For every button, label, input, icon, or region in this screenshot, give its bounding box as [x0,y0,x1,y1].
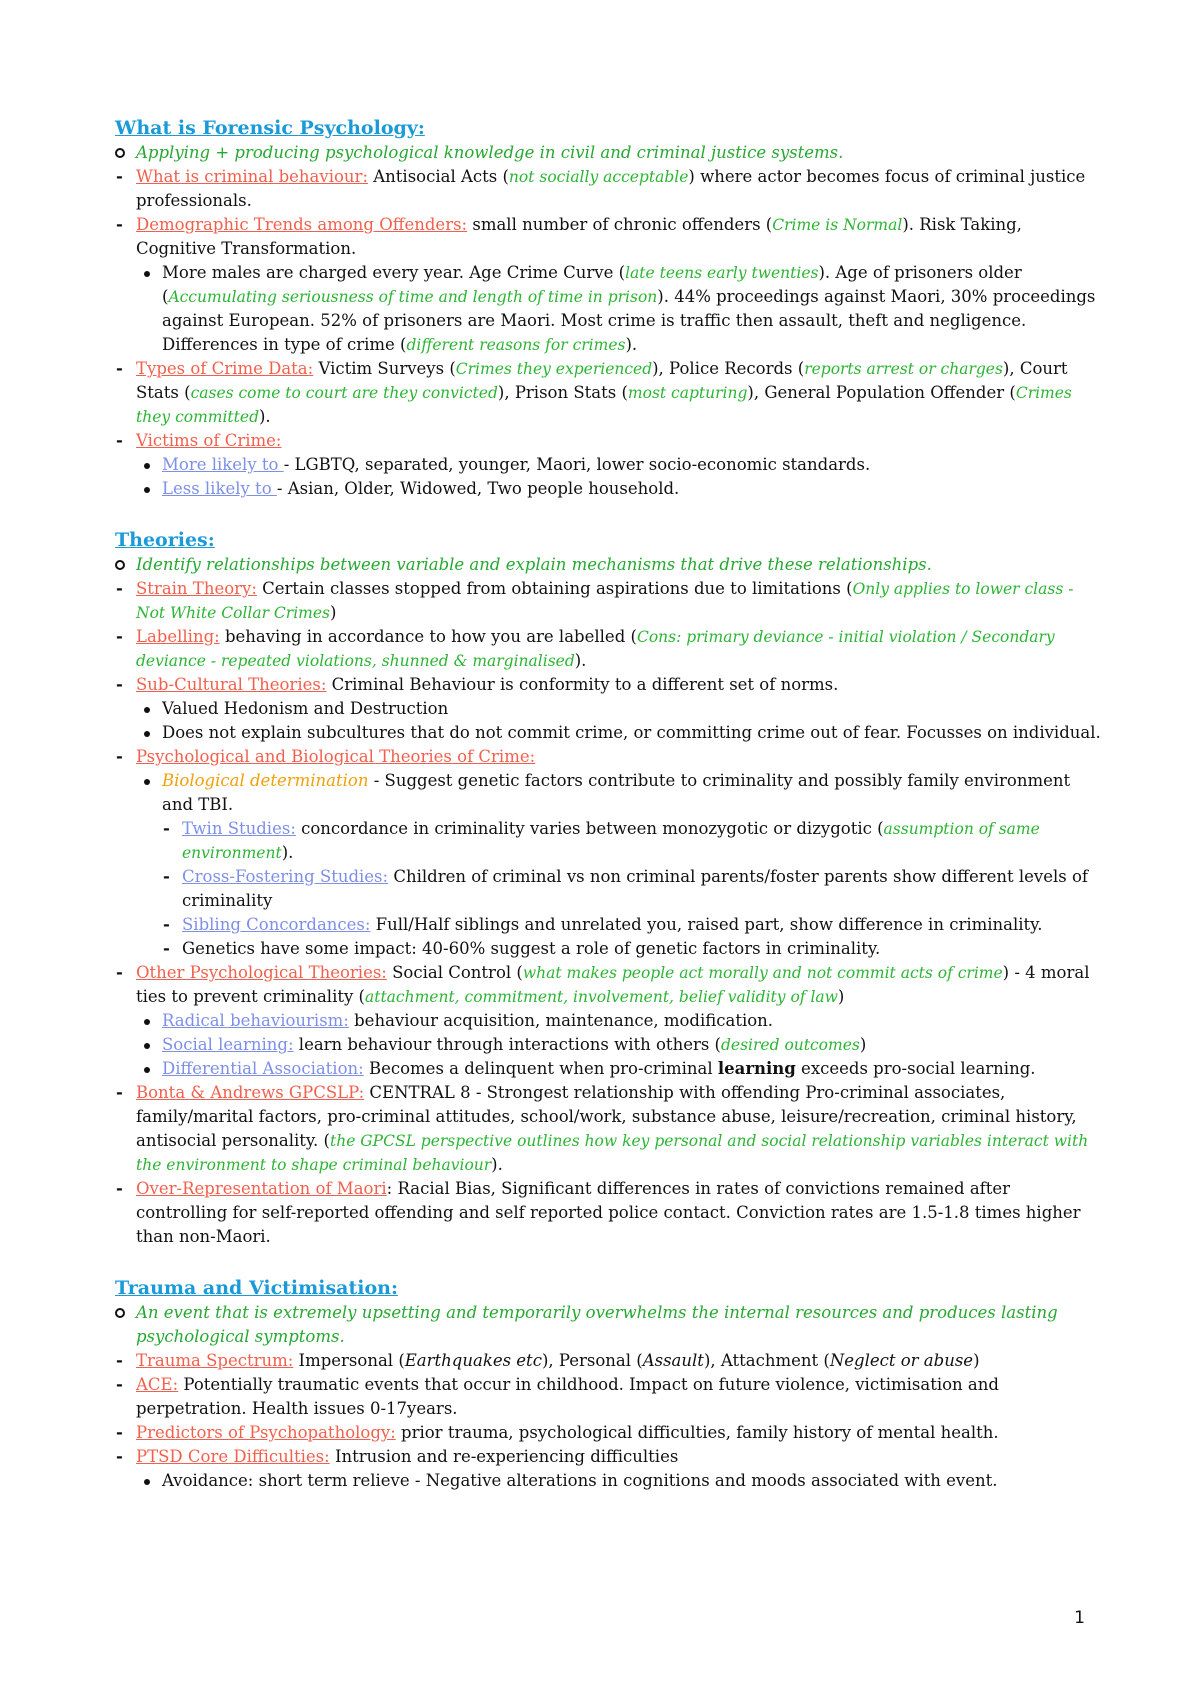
dot-bullet-icon [144,707,150,713]
dot-bullet-icon [144,731,150,737]
dash-bullet-icon: - [116,675,123,694]
dot-bullet-icon [144,1019,150,1025]
list-item: - Sub-Cultural Theories: Criminal Behaviour is conformity to a different set of norms. [115,673,1105,697]
ring-bullet-icon [115,560,125,570]
list-item: - Labelling: behaving in accordance to how you are labelled (Cons: primary deviance - initial violation / Secondary deviance - repeated violations, shunned & marginalised). [116,627,1055,670]
dash-bullet-icon: - [116,963,123,982]
dot-bullet-icon [144,1067,150,1073]
section-intro: Identify relationships between variable and explain mechanisms that drive these relationships. [115,553,1105,577]
list-item: - Other Psychological Theories: Social Control (what makes people act morally and not commit acts of crime) - 4 moral ties to prevent criminality (attachment, commitment, involvement, belief validity of law) [116,963,1090,1006]
sub-list-item: Differential Association: Becomes a delinquent when pro-criminal learning exceeds pro-social learning. [115,1057,1105,1081]
section-heading: What is Forensic Psychology: [115,117,425,139]
dash-bullet-icon: - [116,627,123,646]
dash-bullet-icon: - [116,1447,123,1466]
sub-list-item: Radical behaviourism: behaviour acquisition, maintenance, modification. [115,1009,1105,1033]
dash-bullet-icon: - [116,579,123,598]
list-item: - What is criminal behaviour: Antisocial Acts (not socially acceptable) where actor becomes focus of criminal justice professionals. [116,167,1086,210]
nested-list-item: - Cross-Fostering Studies: Children of criminal vs non criminal parents/foster parents show different levels of criminality [163,867,1089,910]
dot-bullet-icon [144,1043,150,1049]
list-item: - Predictors of Psychopathology: prior trauma, psychological difficulties, family history of mental health. [115,1421,1105,1445]
section-intro: Applying + producing psychological knowledge in civil and criminal justice systems. [115,141,1105,165]
section-forensic-psychology [115,115,1105,501]
ring-bullet-icon [115,1308,125,1318]
sub-list-item: Valued Hedonism and Destruction [115,697,1105,721]
list-item: - ACE: Potentially traumatic events that occur in childhood. Impact on future violence, victimisation and perpetration. Health issues 0-17years. [116,1375,999,1418]
document-body [115,115,1105,1519]
dash-bullet-icon: - [163,819,170,838]
dash-bullet-icon: - [116,1083,123,1102]
dash-bullet-icon: - [116,1423,123,1442]
sub-list-item: Avoidance: short term relieve - Negative alterations in cognitions and moods associated with event. [115,1469,1105,1493]
list-item: - PTSD Core Difficulties: Intrusion and re-experiencing difficulties [115,1445,1105,1469]
list-item: - Strain Theory: Certain classes stopped from obtaining aspirations due to limitations (Only applies to lower class - Not White Collar Crimes) [116,579,1074,622]
list-item: - Trauma Spectrum: Impersonal (Earthquakes etc), Personal (Assault), Attachment (Neglect or abuse) [115,1349,1105,1373]
dash-bullet-icon: - [116,167,123,186]
sub-list-item: Social learning: learn behaviour through interactions with others (desired outcomes) [115,1033,1105,1057]
section-intro: An event that is extremely upsetting and temporarily overwhelms the internal resources and produces lasting psychological symptoms. [115,1301,1105,1349]
dot-bullet-icon [144,463,150,469]
section-trauma-victimisation [115,1275,1105,1493]
dash-bullet-icon: - [116,1179,123,1198]
sub-list-item: More likely to - LGBTQ, separated, younger, Maori, lower socio-economic standards. [115,453,1105,477]
dash-bullet-icon: - [116,215,123,234]
dash-bullet-icon: - [116,431,123,450]
section-heading: Theories: [115,529,215,551]
list-item: - Over-Representation of Maori: Racial Bias, Significant differences in rates of convictions remained after controlling for self-reported offending and self reported police contact. Conviction rates are 1.5-1.8 times higher than non-Maori. [116,1179,1081,1246]
dash-bullet-icon: - [163,939,170,958]
list-item: - Types of Crime Data: Victim Surveys (Crimes they experienced), Police Records (reports arrest or charges), Court Stats (cases come to court are they convicted), Prison Stats (most capturing), General Population Offender (Crimes they committed). [116,359,1072,426]
page-number: 1 [1074,1608,1085,1628]
section-theories [115,527,1105,1249]
dash-bullet-icon: - [116,1375,123,1394]
list-item: - Psychological and Biological Theories of Crime: [115,745,1105,769]
dot-bullet-icon [144,779,150,785]
dash-bullet-icon: - [116,359,123,378]
sub-list-item: Biological determination - Suggest genetic factors contribute to criminality and possibly family environment and TBI. [115,769,1105,817]
list-item: - Victims of Crime: [115,429,1105,453]
dot-bullet-icon [144,271,150,277]
list-item: - Demographic Trends among Offenders: small number of chronic offenders (Crime is Normal). Risk Taking, Cognitive Transformation. [116,215,1022,258]
nested-list-item: - Sibling Concordances: Full/Half siblings and unrelated you, raised part, show difference in criminality. [115,913,1105,937]
nested-list-item: - Genetics have some impact: 40-60% suggest a role of genetic factors in criminality. [115,937,1105,961]
sub-list-item: Less likely to - Asian, Older, Widowed, Two people household. [115,477,1105,501]
ring-bullet-icon [115,148,125,158]
dot-bullet-icon [144,1479,150,1485]
dot-bullet-icon [144,487,150,493]
dash-bullet-icon: - [116,1351,123,1370]
sub-list-item: More males are charged every year. Age Crime Curve (late teens early twenties). Age of prisoners older (Accumulating seriousness of time and length of time in prison). 44% proceedings against Maori, 30% proceedings against European. 52% of prisoners are Maori. Most crime is traffic then assault, theft and negligence. Differences in type of crime (different reasons for crimes). [115,261,1105,357]
dash-bullet-icon: - [163,867,170,886]
list-item: - Bonta & Andrews GPCSLP: CENTRAL 8 - Strongest relationship with offending Pro-criminal associates, family/marital factors, pro-criminal attitudes, school/work, substance abuse, leisure/recreation, criminal history, antisocial personality. (the GPCSL perspective outlines how key personal and social relationship variables interact with the environment to shape criminal behaviour). [116,1083,1089,1174]
sub-list-item: Does not explain subcultures that do not commit crime, or committing crime out of fear. Focusses on individual. [115,721,1105,745]
dash-bullet-icon: - [163,915,170,934]
dash-bullet-icon: - [116,747,123,766]
nested-list-item: - Twin Studies: concordance in criminality varies between monozygotic or dizygotic (assumption of same environment). [163,819,1040,862]
section-heading: Trauma and Victimisation: [115,1277,398,1299]
